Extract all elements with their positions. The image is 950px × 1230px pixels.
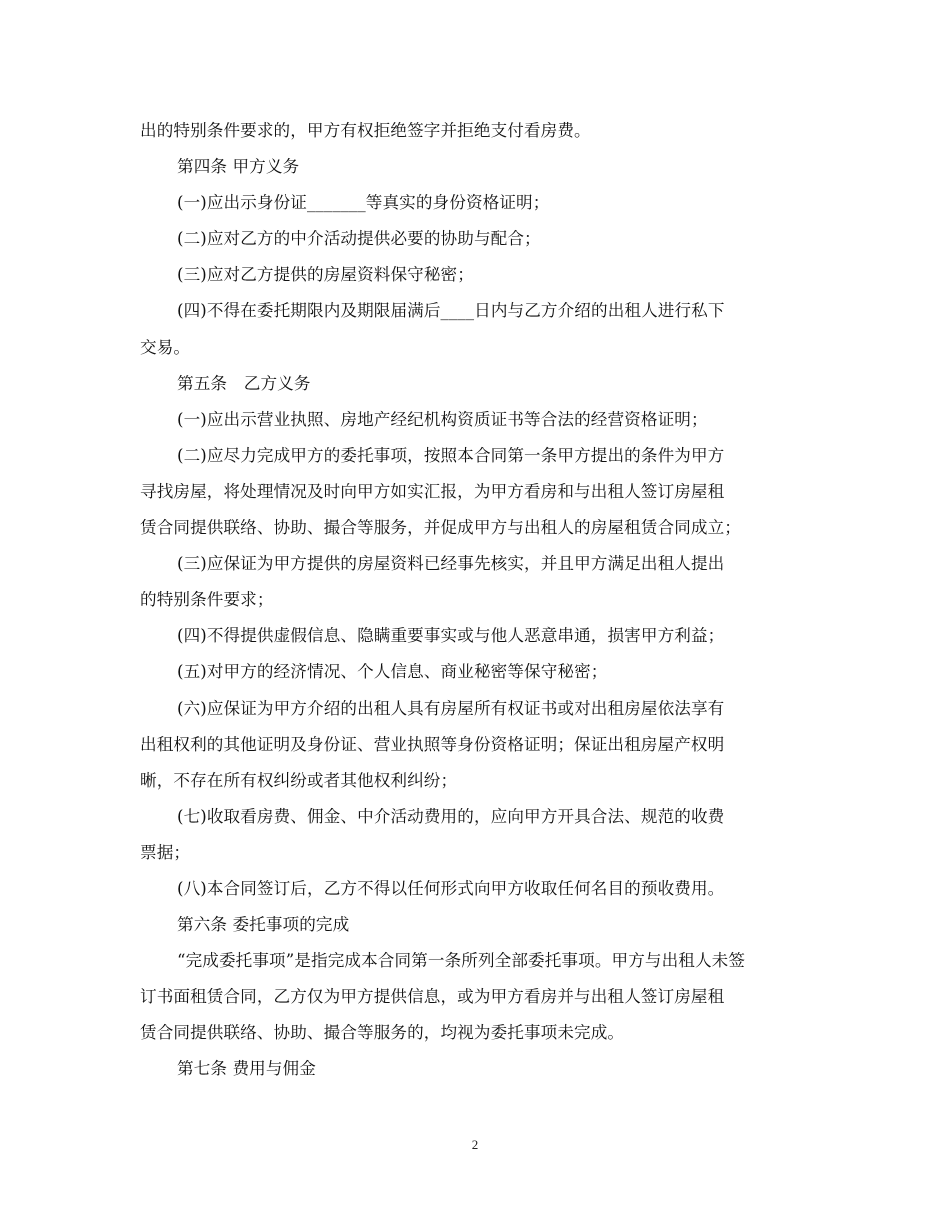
text-line: (四)不得在委托期限内及期限届满后____日内与乙方介绍的出租人进行私下 [177, 301, 725, 321]
text-line: 的特别条件要求； [140, 590, 274, 610]
text-line: (一)应出示营业执照、房地产经纪机构资质证书等合法的经营资格证明； [177, 409, 708, 429]
page-number: 2 [471, 1137, 479, 1152]
text-line: (三)应对乙方提供的房屋资料保守秘密； [177, 265, 474, 285]
section-heading-article-4: 第四条 甲方义务 [177, 157, 300, 177]
text-line: (八)本合同签订后，乙方不得以任何形式向甲方收取任何名目的预收费用。 [177, 878, 725, 898]
text-line: 订书面租赁合同，乙方仅为甲方提供信息，或为甲方看房并与出租人签订房屋租 [140, 987, 725, 1007]
section-heading-article-7: 第七条 费用与佣金 [177, 1059, 316, 1079]
section-heading-article-5: 第五条 乙方义务 [177, 373, 311, 393]
text-line: 赁合同提供联络、协助、撮合等服务，并促成甲方与出租人的房屋租赁合同成立； [140, 518, 741, 538]
text-line: (四)不得提供虚假信息、隐瞒重要事实或与他人恶意串通，损害甲方利益； [177, 626, 725, 646]
text-line: 出租权利的其他证明及身份证、营业执照等身份资格证明；保证出租房屋产权明 [140, 734, 725, 754]
section-heading-article-6: 第六条 委托事项的完成 [177, 915, 350, 935]
text-line: 交易。 [140, 337, 191, 357]
text-line: (五)对甲方的经济情况、个人信息、商业秘密等保守秘密； [177, 662, 608, 682]
text-line: (六)应保证为甲方介绍的出租人具有房屋所有权证书或对出租房屋依法享有 [177, 698, 725, 718]
text-line: (一)应出示身份证_______等真实的身份资格证明； [177, 193, 550, 213]
text-line: 晰，不存在所有权纠纷或者其他权利纠纷； [140, 770, 458, 790]
text-line: (二)应对乙方的中介活动提供必要的协助与配合； [177, 229, 541, 249]
text-line: 票据； [140, 842, 191, 862]
document-body [140, 113, 812, 1088]
text-line: “完成委托事项”是指完成本合同第一条所列全部委托事项。甲方与出租人未签 [177, 951, 746, 971]
text-line: (三)应保证为甲方提供的房屋资料已经事先核实，并且甲方满足出租人提出 [177, 554, 725, 574]
text-line: 出的特别条件要求的，甲方有权拒绝签字并拒绝支付看房费。 [140, 121, 591, 140]
text-line: 赁合同提供联络、协助、撮合等服务的，均视为委托事项未完成。 [140, 1023, 625, 1043]
text-line: 寻找房屋，将处理情况及时向甲方如实汇报，为甲方看房和与出租人签订房屋租 [140, 481, 725, 501]
text-line: (二)应尽力完成甲方的委托事项，按照本合同第一条甲方提出的条件为甲方 [177, 445, 725, 465]
text-line: (七)收取看房费、佣金、中介活动费用的，应向甲方开具合法、规范的收费 [177, 806, 725, 826]
